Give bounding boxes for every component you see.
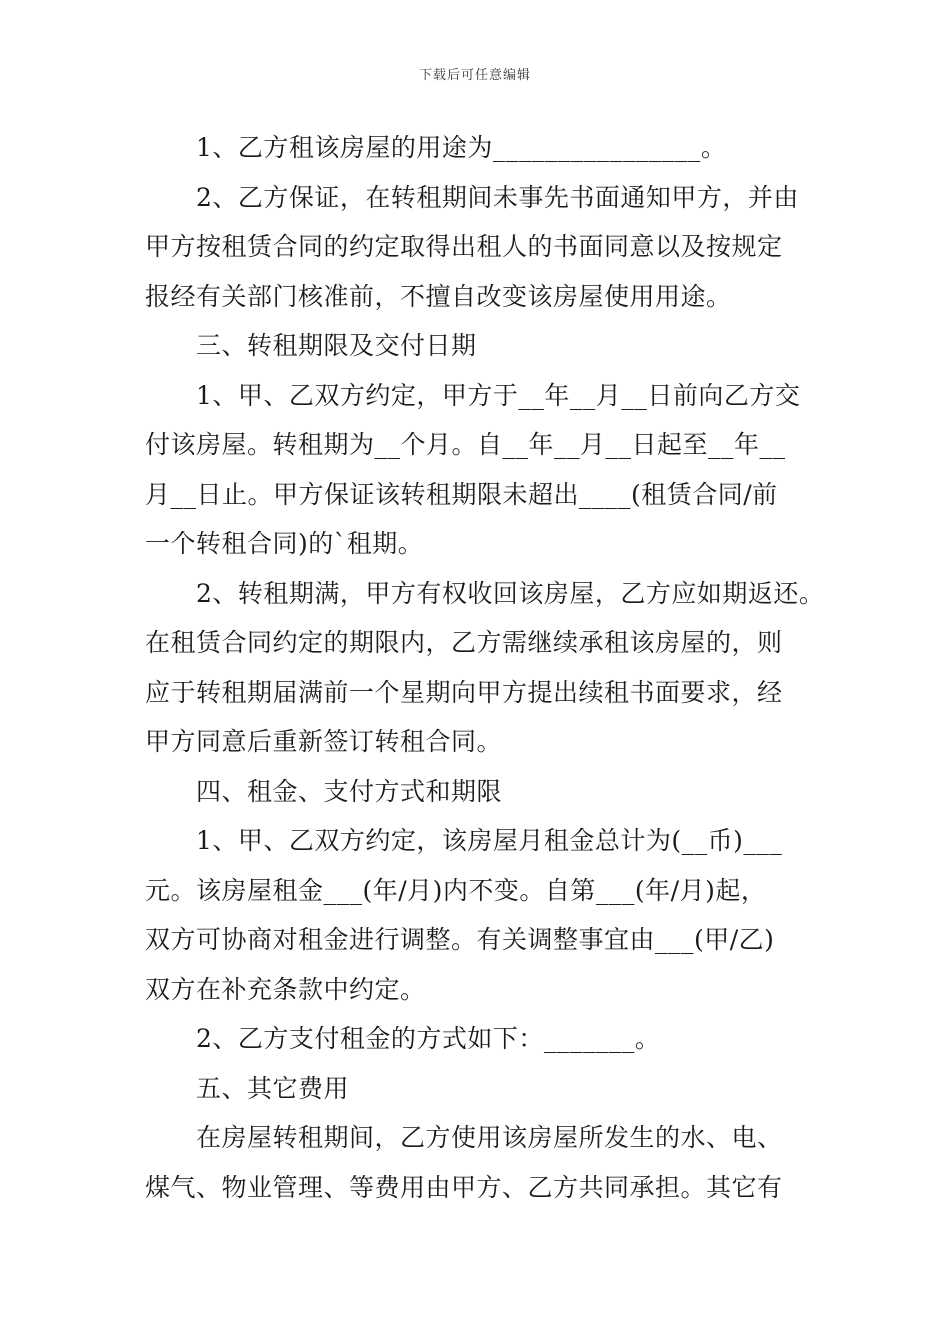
text-line: 在租赁合同约定的期限内，乙方需继续承租该房屋的，则 (145, 628, 783, 657)
text-line: 煤气、物业管理、等费用由甲方、乙方共同承担。其它有 (145, 1172, 783, 1202)
text-line: 1、甲、乙双方约定，该房屋月租金总计为(__币)___ (145, 826, 783, 855)
text-line: 付该房屋。转租期为__个月。自__年__月__日起至__年__ (145, 430, 786, 459)
text-line: 甲方同意后重新签订转租合同。 (145, 727, 503, 756)
section-heading: 三、转租期限及交付日期 (145, 331, 477, 360)
text-line: 2、转租期满，甲方有权收回该房屋，乙方应如期返还。 (145, 578, 825, 608)
text-line: 在房屋转租期间，乙方使用该房屋所发生的水、电、 (145, 1123, 783, 1152)
document-body (145, 123, 825, 1212)
section-heading: 五、其它费用 (145, 1073, 350, 1103)
text-line: 1、乙方租该房屋的用途为________________。 (145, 133, 727, 162)
text-line: 2、乙方保证，在转租期间未事先书面通知甲方，并由 (145, 182, 799, 212)
text-line: 双方在补充条款中约定。 (145, 974, 426, 1004)
text-line: 甲方按租赁合同的约定取得出租人的书面同意以及按规定 (145, 232, 783, 261)
text-line: 月__日止。甲方保证该转租期限未超出____(租赁合同/前 (145, 479, 778, 509)
text-line: 双方可协商对租金进行调整。有关调整事宜由___(甲/乙) (145, 925, 775, 954)
header-note: 下载后可任意编辑 (418, 68, 531, 83)
section-heading: 四、租金、支付方式和期限 (145, 776, 503, 806)
text-line: 2、乙方支付租金的方式如下：_______。 (145, 1024, 661, 1053)
text-line: 1、甲、乙双方约定，甲方于__年__月__日前向乙方交 (145, 380, 801, 410)
text-line: 应于转租期届满前一个星期向甲方提出续租书面要求，经 (145, 677, 783, 707)
text-line: 报经有关部门核准前，不擅自改变该房屋使用用途。 (145, 281, 732, 311)
text-line: 元。该房屋租金___(年/月)内不变。自第___(年/月)起， (145, 875, 767, 905)
text-line: 一个转租合同)的`租期。 (145, 529, 424, 558)
